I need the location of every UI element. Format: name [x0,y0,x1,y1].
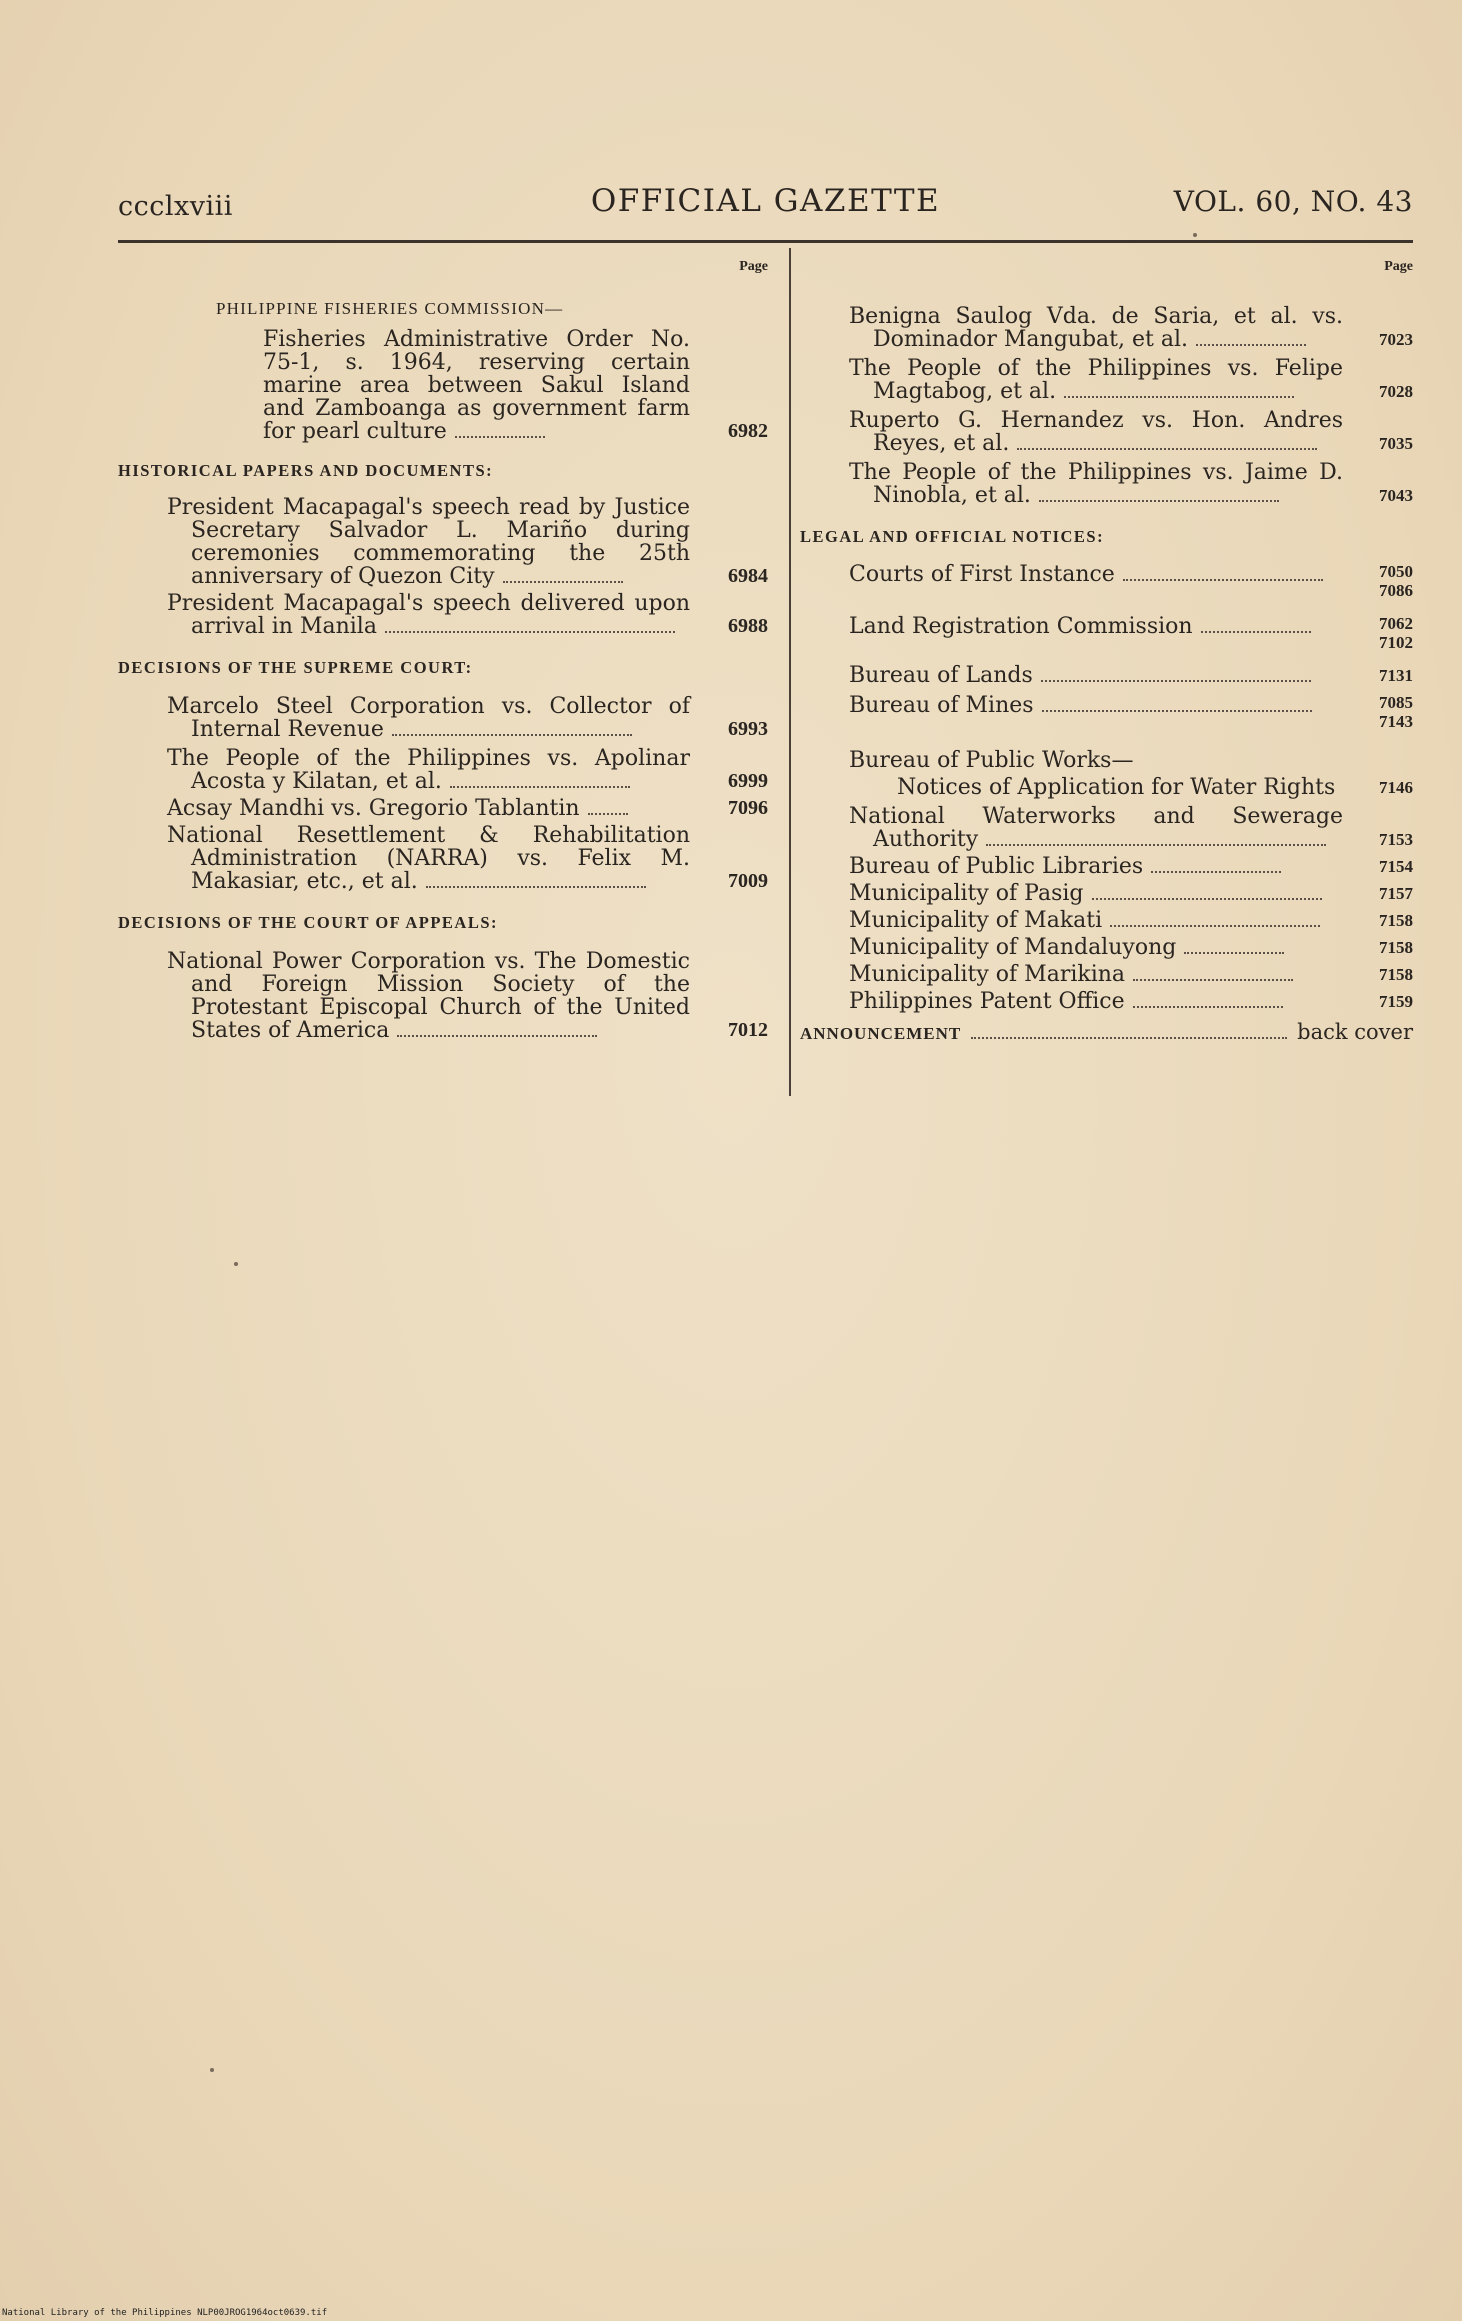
toc-entry[interactable] [800,409,1413,455]
toc-entry[interactable] [800,855,1413,878]
leader-dots [1133,1002,1283,1008]
toc-entry[interactable] [118,496,768,588]
court-of-appeals-heading: DECISIONS OF THE COURT OF APPEALS: [118,913,499,932]
leader-dots [1123,575,1323,581]
page-column-label: Page [739,259,768,274]
toc-entry-page: 7158 [1379,911,1413,930]
toc-entry-page: 7096 [728,797,768,819]
print-speck [234,1262,238,1266]
toc-entry-page: 6984 [728,565,768,587]
toc-entry-page: 7043 [1379,486,1413,505]
leader-dots [1064,392,1294,398]
toc-entry[interactable] [800,305,1413,351]
toc-entry-announcement[interactable] [800,1021,1413,1045]
toc-entry-text: The People of the Philippines vs. Felipe Magtabog, et al. [849,356,1343,404]
toc-entry[interactable] [118,747,768,793]
leader-dots [1151,867,1281,873]
toc-entry-pages [1357,562,1413,600]
legal-notices-heading: LEGAL AND OFFICIAL NOTICES: [800,527,1105,546]
toc-right-column [800,255,1413,1045]
toc-entry-land[interactable] [800,614,1413,652]
toc-entry-text: Ruperto G. Hernandez vs. Hon. Andres Reyes, et al. [849,408,1343,456]
toc-entry-page: 7062 [1379,614,1413,633]
leader-dots [588,809,628,815]
public-works-heading: Bureau of Public Works— [849,748,1134,773]
toc-entry-pages [1357,614,1413,652]
toc-entry-text: Municipality of Makati [849,908,1103,933]
toc-left-column [118,255,768,1042]
toc-entry-text: National Power Corporation vs. The Domestic and Foreign Mission Society of the Protestant Episcopal Church of the United States of America [167,949,690,1043]
toc-entry-text: Bureau of Mines [849,693,1034,718]
leader-dots [503,577,623,583]
toc-entry-page: 7086 [1379,581,1413,600]
roman-page-number: ccclxviii [118,191,233,222]
toc-entry-text: Bureau of Lands [849,663,1033,688]
toc-entry-page: 6988 [728,615,768,637]
toc-entry-text: Courts of First Instance [849,562,1115,587]
leader-dots [426,882,646,888]
leader-dots [392,730,632,736]
leader-dots [1196,340,1306,346]
toc-entry-mines[interactable] [800,693,1413,731]
announcement-label: ANNOUNCEMENT [800,1024,962,1043]
toc-entry-fisheries[interactable] [118,328,768,443]
toc-entry[interactable] [800,909,1413,932]
toc-entry-text: The People of the Philippines vs. Apolinar Acosta y Kilatan, et al. [167,746,690,794]
toc-entry-text: Acsay Mandhi vs. Gregorio Tablantin [167,796,580,821]
leader-dots [1042,706,1312,712]
toc-entry-page: 7085 [1379,693,1413,712]
toc-entry-page: 7035 [1379,434,1413,453]
toc-entry-page: 7158 [1379,938,1413,957]
toc-entry-page: 7028 [1379,382,1413,401]
toc-entry-text: Municipality of Marikina [849,962,1126,987]
toc-entry[interactable] [118,950,768,1042]
header-rule [118,240,1413,243]
toc-entry-text: Bureau of Public Libraries [849,854,1144,879]
announcement-page: back cover [1297,1020,1413,1044]
toc-entry-text: National Waterworks and Sewerage Authority [849,804,1343,852]
toc-entry[interactable] [118,592,768,638]
leader-dots [1184,948,1284,954]
supreme-court-heading: DECISIONS OF THE SUPREME COURT: [118,658,473,677]
volume-number: VOL. 60, NO. 43 [1173,185,1413,218]
toc-entry-page: 6982 [728,420,768,442]
toc-entry-text: National Resettlement & Rehabilitation Administration (NARRA) vs. Felix M. Makasiar, etc., et al. [167,823,690,894]
historical-heading: HISTORICAL PAPERS AND DOCUMENTS: [118,461,494,480]
toc-entry[interactable] [118,797,768,820]
toc-entry-page: 7157 [1379,884,1413,903]
toc-entry[interactable] [118,695,768,741]
leader-dots [1133,975,1293,981]
toc-entry[interactable] [800,357,1413,403]
leader-dots [455,432,545,438]
toc-entry-text: Marcelo Steel Corporation vs. Collector of Internal Revenue [167,694,690,742]
publication-title: OFFICIAL GAZETTE [590,183,941,219]
toc-entry-page: 7154 [1379,857,1413,876]
toc-entry-page: 7143 [1379,712,1413,731]
leader-dots [1041,676,1311,682]
toc-entry-text: Land Registration Commission [849,614,1193,639]
column-divider [789,248,791,1096]
toc-entry-lands[interactable] [800,664,1413,687]
toc-entry-page: 7050 [1379,562,1413,581]
print-speck [210,2068,214,2072]
toc-entry-text: Benigna Saulog Vda. de Saria, et al. vs. Dominador Mangubat, et al. [849,304,1343,352]
toc-entry-page: 7146 [1379,778,1413,797]
toc-entry[interactable] [118,824,768,893]
toc-entry-page: 7012 [728,1019,768,1041]
leader-dots [1092,894,1322,900]
leader-dots [1110,921,1320,927]
toc-entry-courts[interactable] [800,562,1413,600]
leader-dots [450,782,630,788]
toc-entry-page: 7159 [1379,992,1413,1011]
leader-dots [986,840,1326,846]
toc-entry-page: 7009 [728,870,768,892]
toc-entry-text: The People of the Philippines vs. Jaime D. Ninobla, et al. [849,460,1343,508]
toc-entry-page: 6999 [728,770,768,792]
leader-dots [1201,627,1311,633]
toc-entry-page: 6993 [728,718,768,740]
leader-dots [1017,444,1317,450]
leader-dots [397,1031,597,1037]
print-speck [1193,233,1197,237]
toc-entry[interactable] [800,963,1413,986]
toc-entry[interactable] [800,461,1413,507]
toc-entry-text: Fisheries Administrative Order No. 75-1, s. 1964, reserving certain marine area between Sakul Island and Zamboanga as government farm for pearl culture [263,327,690,444]
scan-footer: National Library of the Philippines NLP00JROG1964oct0639.tif [2,2308,328,2318]
page-header [118,183,1413,233]
leader-dots [385,627,675,633]
toc-entry[interactable] [800,882,1413,905]
leader-dots [1039,496,1279,502]
toc-entry-text: Philippines Patent Office [849,989,1125,1014]
page-column-label: Page [1384,259,1413,274]
toc-entry[interactable] [800,990,1413,1013]
toc-entry-text: Municipality of Mandaluyong [849,935,1177,960]
toc-entry-page: 7023 [1379,330,1413,349]
toc-entry-page: 7158 [1379,965,1413,984]
toc-entry-text: Notices of Application for Water Rights [897,775,1336,800]
toc-entry[interactable] [800,936,1413,959]
toc-entry-nawasa[interactable] [800,805,1413,851]
toc-entry-water-rights[interactable] [800,776,1413,799]
toc-entry-text: President Macapagal's speech delivered upon arrival in Manila [167,591,690,639]
toc-entry-page: 7102 [1379,633,1413,652]
toc-entry-text: President Macapagal's speech read by Justice Secretary Salvador L. Mariño during ceremonies commemorating the 25th anniversary of Quezon City [167,495,690,589]
toc-entry-text: Municipality of Pasig [849,881,1084,906]
fisheries-heading: PHILIPPINE FISHERIES COMMISSION— [216,299,564,318]
toc-entry-pages [1357,693,1413,731]
toc-entry-page: 7131 [1379,666,1413,685]
toc-entry-page: 7153 [1379,830,1413,849]
leader-dots [971,1033,1287,1039]
